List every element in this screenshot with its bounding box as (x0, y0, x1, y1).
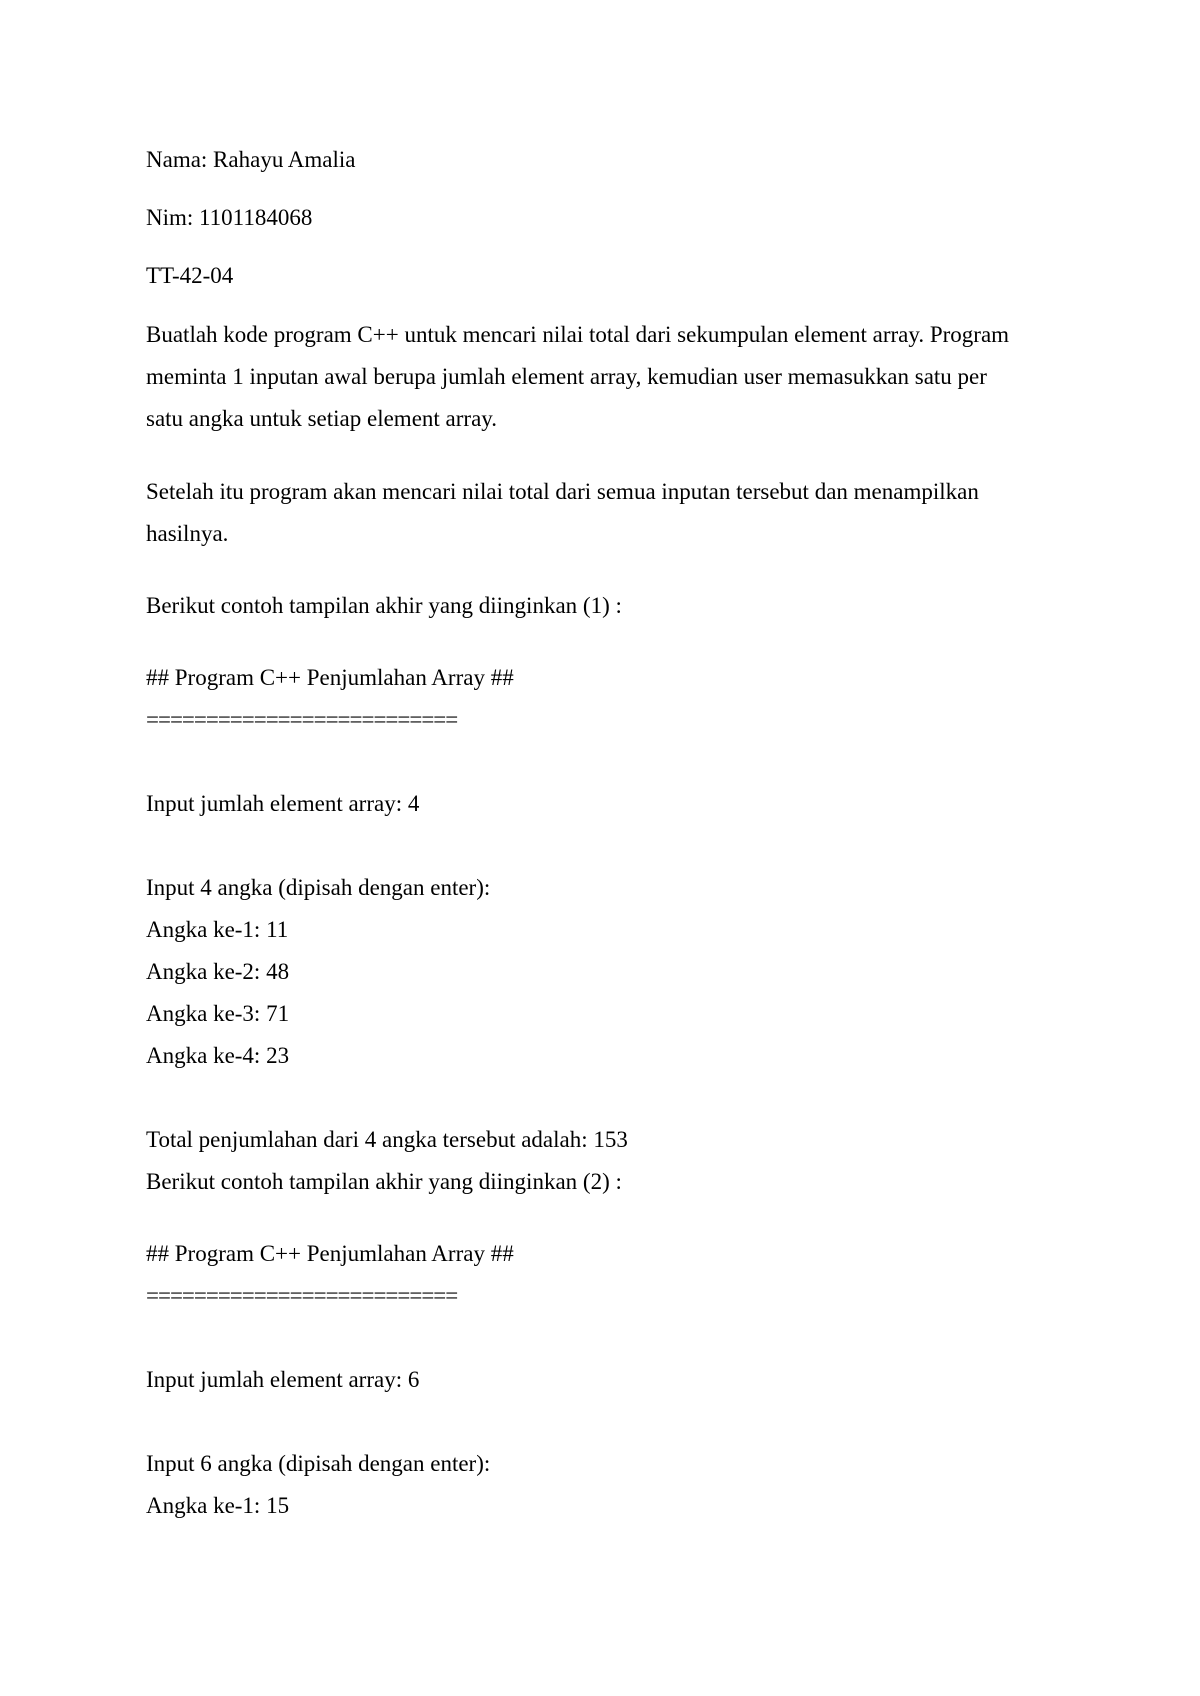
student-class: TT-42-04 (146, 263, 234, 288)
example-2-input-count: Input jumlah element array: 6 (146, 1367, 420, 1392)
example-1-intro: Berikut contoh tampilan akhir yang diinginkan (1) : (146, 593, 622, 618)
example-1-separator: ========================== (146, 707, 458, 732)
instruction-paragraph-1-line-1: Buatlah kode program C++ untuk mencari nilai total dari sekumpulan element array. Program (146, 322, 1010, 347)
example-2-input-prompt: Input 6 angka (dipisah dengan enter): (146, 1451, 491, 1476)
student-nim: Nim: 1101184068 (146, 205, 313, 230)
example-2-program-title: ## Program C++ Penjumlahan Array ## (146, 1241, 514, 1266)
example-2-number-1: Angka ke-1: 15 (146, 1493, 290, 1518)
example-1-program-title: ## Program C++ Penjumlahan Array ## (146, 665, 514, 690)
example-1-input-count: Input jumlah element array: 4 (146, 791, 420, 816)
example-1-total: Total penjumlahan dari 4 angka tersebut adalah: 153 (146, 1127, 628, 1152)
instruction-paragraph-1-line-2: meminta 1 inputan awal berupa jumlah element array, kemudian user memasukkan satu per (146, 364, 987, 389)
student-name: Nama: Rahayu Amalia (146, 147, 356, 172)
instruction-paragraph-1-line-3: satu angka untuk setiap element array. (146, 406, 498, 431)
instruction-paragraph-2-line-2: hasilnya. (146, 521, 229, 546)
example-1-number-2: Angka ke-2: 48 (146, 959, 290, 984)
instruction-paragraph-2-line-1: Setelah itu program akan mencari nilai total dari semua inputan tersebut dan menampilkan (146, 479, 979, 504)
example-1-number-1: Angka ke-1: 11 (146, 917, 289, 942)
example-1-number-4: Angka ke-4: 23 (146, 1043, 290, 1068)
example-2-separator: ========================== (146, 1283, 458, 1308)
example-1-number-3: Angka ke-3: 71 (146, 1001, 290, 1026)
example-2-intro: Berikut contoh tampilan akhir yang diinginkan (2) : (146, 1169, 622, 1194)
example-1-input-prompt: Input 4 angka (dipisah dengan enter): (146, 875, 491, 900)
